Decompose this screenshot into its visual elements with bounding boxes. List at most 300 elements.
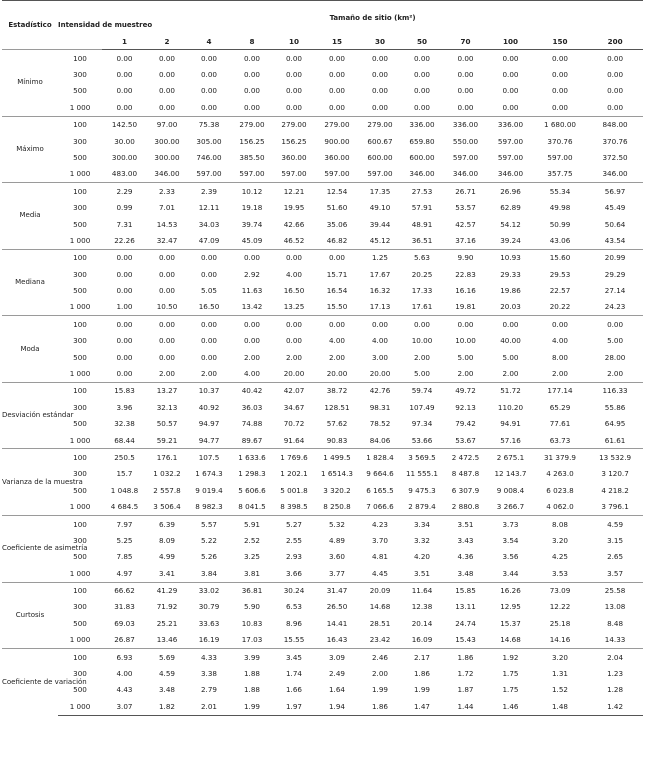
value-cell: 4.45 (371, 568, 388, 578)
value-cell: 1.99 (371, 685, 388, 695)
value-cell: 4 218.2 (601, 485, 629, 495)
value-cell: 42.07 (273, 382, 315, 399)
value-cell: 0.00 (102, 50, 147, 67)
value-cell: 0.00 (285, 336, 302, 346)
value-cell: 68.44 (114, 435, 135, 445)
value-cell: 10.37 (187, 382, 231, 399)
value-cell: 30.00 (114, 136, 135, 146)
value-cell: 34.67 (283, 402, 305, 412)
statistic-name: Moda (2, 316, 58, 383)
intensity-cell: 300 (73, 469, 87, 479)
value-cell: 0.00 (116, 86, 133, 96)
value-cell: 1 680.00 (533, 116, 587, 133)
value-cell: 0.00 (285, 102, 302, 112)
value-cell: 3.81 (243, 568, 260, 578)
value-cell: 0.00 (116, 269, 133, 279)
value-cell: 3.51 (413, 568, 430, 578)
value-cell: 15.83 (102, 382, 147, 399)
value-cell: 0.00 (371, 102, 388, 112)
value-cell: 48.91 (411, 219, 433, 229)
value-cell: 0.00 (158, 269, 175, 279)
site-size-col-header: 1 (102, 35, 147, 50)
value-cell: 8 982.3 (195, 502, 223, 512)
value-cell: 3.66 (285, 568, 302, 578)
intensity-cell: 100 (58, 116, 102, 133)
value-cell: 66.62 (102, 582, 147, 599)
value-cell: 7.01 (158, 203, 175, 213)
value-cell: 56.97 (587, 183, 643, 200)
header-row-top (2, 1, 643, 36)
value-cell: 2 557.8 (153, 485, 181, 495)
value-cell: 1.48 (533, 698, 587, 715)
value-cell: 8.00 (551, 352, 568, 362)
value-cell: 0.00 (607, 86, 624, 96)
table-row (2, 649, 643, 666)
value-cell: 27.53 (401, 183, 443, 200)
table-row (2, 515, 643, 532)
value-cell: 1.97 (273, 698, 315, 715)
value-cell: 15.55 (283, 635, 305, 645)
site-size-col-header: 2 (147, 35, 187, 50)
intensity-cell: 1 000 (69, 102, 91, 112)
intensity-cell: 500 (73, 618, 87, 628)
intensity-cell: 500 (73, 685, 87, 695)
value-cell: 0.00 (328, 69, 345, 79)
value-cell: 2 472.5 (443, 449, 488, 466)
intensity-cell: 100 (58, 449, 102, 466)
value-cell: 39.44 (369, 219, 391, 229)
site-size-col-header: 15 (315, 35, 359, 50)
value-cell: 0.99 (116, 203, 133, 213)
value-cell: 3.99 (231, 649, 273, 666)
value-cell: 600.00 (367, 152, 393, 162)
value-cell: 39.24 (500, 235, 521, 245)
value-cell: 12.38 (411, 602, 433, 612)
value-cell: 2.00 (551, 369, 568, 379)
value-cell: 0.00 (443, 50, 488, 67)
value-cell: 0.00 (200, 352, 217, 362)
value-cell: 32.38 (114, 419, 135, 429)
table-row (2, 249, 643, 266)
value-cell: 0.00 (102, 249, 147, 266)
value-cell: 0.00 (533, 50, 587, 67)
intensity-cell: 500 (73, 86, 87, 96)
value-cell: 31.47 (315, 582, 359, 599)
value-cell: 597.00 (196, 169, 222, 179)
value-cell: 1 298.3 (238, 469, 266, 479)
value-cell: 2.52 (243, 535, 260, 545)
value-cell: 142.50 (102, 116, 147, 133)
site-size-col-header: 100 (488, 35, 533, 50)
table-row (2, 632, 643, 649)
value-cell: 29.53 (549, 269, 571, 279)
value-cell: 27.14 (604, 286, 626, 296)
value-cell: 8 250.8 (323, 502, 351, 512)
value-cell: 372.50 (602, 152, 628, 162)
value-cell: 3.48 (158, 685, 175, 695)
value-cell: 0.00 (315, 50, 359, 67)
value-cell: 57.62 (326, 419, 348, 429)
value-cell: 15.43 (455, 635, 476, 645)
value-cell: 0.00 (413, 86, 430, 96)
value-cell: 31 379.9 (533, 449, 587, 466)
statistic-name: Desviación estándar (2, 382, 58, 449)
value-cell: 26.71 (443, 183, 488, 200)
value-cell: 2.04 (587, 649, 643, 666)
table-body (2, 50, 643, 716)
value-cell: 4.00 (116, 669, 133, 679)
statistic-name: Media (2, 183, 58, 250)
value-cell: 46.82 (326, 235, 348, 245)
value-cell: 848.00 (587, 116, 643, 133)
value-cell: 107.5 (187, 449, 231, 466)
table-row (2, 149, 643, 165)
intensity-cell: 300 (73, 669, 87, 679)
value-cell: 4.36 (457, 552, 474, 562)
site-size-col-header: 50 (401, 35, 443, 50)
value-cell: 3 320.2 (323, 485, 351, 495)
value-cell: 2.00 (328, 352, 345, 362)
value-cell: 12.54 (315, 183, 359, 200)
value-cell: 4.43 (116, 685, 133, 695)
value-cell: 300.00 (154, 136, 180, 146)
value-cell: 1.75 (502, 669, 519, 679)
value-cell: 0.00 (371, 69, 388, 79)
value-cell: 6.93 (102, 649, 147, 666)
value-cell: 36.81 (231, 582, 273, 599)
value-cell: 0.00 (413, 69, 430, 79)
value-cell: 12.95 (500, 602, 521, 612)
value-cell: 46.52 (283, 235, 305, 245)
value-cell: 3.73 (488, 515, 533, 532)
value-cell: 41.29 (147, 582, 187, 599)
value-cell: 2.00 (371, 669, 388, 679)
value-cell: 360.00 (281, 152, 307, 162)
intensity-cell: 100 (58, 382, 102, 399)
value-cell: 70.72 (283, 419, 305, 429)
value-cell: 43.06 (549, 235, 571, 245)
table-row (2, 399, 643, 415)
value-cell: 16.43 (326, 635, 348, 645)
value-cell: 2.00 (502, 369, 519, 379)
value-cell: 3.84 (200, 568, 217, 578)
table-row (2, 615, 643, 631)
statistic-name: Máximo (2, 116, 58, 183)
value-cell: 3.32 (413, 535, 430, 545)
value-cell: 16.54 (326, 286, 348, 296)
value-cell: 71.92 (156, 602, 178, 612)
table-row (2, 216, 643, 232)
value-cell: 597.00 (239, 169, 265, 179)
table-row (2, 200, 643, 216)
value-cell: 0.00 (200, 269, 217, 279)
value-cell: 0.00 (607, 102, 624, 112)
value-cell: 0.00 (587, 50, 643, 67)
intensity-cell: 300 (73, 269, 87, 279)
value-cell: 54.12 (500, 219, 521, 229)
value-cell: 279.00 (231, 116, 273, 133)
value-cell: 65.29 (549, 402, 571, 412)
value-cell: 0.00 (102, 316, 147, 333)
table-row (2, 549, 643, 565)
value-cell: 2.39 (187, 183, 231, 200)
intensity-cell: 500 (73, 219, 87, 229)
site-size-col-header: 200 (587, 35, 643, 50)
value-cell: 300.00 (154, 152, 180, 162)
value-cell: 5.00 (457, 352, 474, 362)
value-cell: 346.00 (497, 169, 524, 179)
value-cell: 2.00 (200, 369, 217, 379)
value-cell: 0.00 (116, 352, 133, 362)
value-cell: 385.50 (239, 152, 265, 162)
value-cell: 1.64 (328, 685, 345, 695)
value-cell: 0.00 (200, 102, 217, 112)
value-cell: 3.77 (328, 568, 345, 578)
value-cell: 0.00 (187, 249, 231, 266)
value-cell: 0.00 (457, 102, 474, 112)
value-cell: 2.00 (457, 369, 474, 379)
value-cell: 2.92 (243, 269, 260, 279)
value-cell: 1 032.2 (153, 469, 181, 479)
intensity-cell: 300 (73, 535, 87, 545)
value-cell: 3 120.7 (601, 469, 629, 479)
value-cell: 597.00 (497, 136, 524, 146)
value-cell: 1.42 (587, 698, 643, 715)
table-row (2, 416, 643, 432)
value-cell: 0.00 (147, 50, 187, 67)
value-cell: 6 023.8 (546, 485, 574, 495)
value-cell: 19.81 (455, 302, 476, 312)
value-cell: 94.77 (198, 435, 220, 445)
value-cell: 4.00 (285, 269, 302, 279)
value-cell: 483.00 (111, 169, 138, 179)
value-cell: 4.99 (158, 552, 175, 562)
value-cell: 40.00 (500, 336, 521, 346)
value-cell: 22.26 (114, 235, 135, 245)
value-cell: 51.72 (488, 382, 533, 399)
value-cell: 1.86 (413, 669, 430, 679)
value-cell: 3.43 (457, 535, 474, 545)
value-cell: 0.00 (116, 369, 133, 379)
value-cell: 2.00 (607, 369, 624, 379)
intensity-cell: 300 (73, 402, 87, 412)
table-row (2, 482, 643, 498)
value-cell: 0.00 (502, 86, 519, 96)
value-cell: 3.38 (200, 669, 217, 679)
value-cell: 1 202.1 (280, 469, 308, 479)
value-cell: 26.96 (488, 183, 533, 200)
table-row (2, 565, 643, 582)
table-row (2, 532, 643, 548)
value-cell: 4.89 (328, 535, 345, 545)
table-row (2, 682, 643, 698)
value-cell: 0.00 (607, 69, 624, 79)
value-cell: 26.87 (114, 635, 135, 645)
value-cell: 9 019.4 (195, 485, 223, 495)
value-cell: 0.00 (158, 286, 175, 296)
site-size-col-header: 4 (187, 35, 231, 50)
value-cell: 0.00 (315, 249, 359, 266)
value-cell: 0.00 (116, 286, 133, 296)
value-cell: 1.72 (457, 669, 474, 679)
value-cell: 1 633.6 (231, 449, 273, 466)
value-cell: 3.20 (551, 535, 568, 545)
intensity-cell: 500 (73, 286, 87, 296)
value-cell: 0.00 (231, 316, 273, 333)
value-cell: 53.66 (411, 435, 433, 445)
value-cell: 3 506.4 (153, 502, 181, 512)
value-cell: 30.79 (198, 602, 220, 612)
value-cell: 17.67 (369, 269, 391, 279)
intensity-cell: 1 000 (69, 502, 91, 512)
table-row (2, 66, 643, 82)
value-cell: 20.00 (283, 369, 305, 379)
value-cell: 0.00 (551, 102, 568, 112)
value-cell: 0.00 (359, 50, 401, 67)
value-cell: 4.59 (158, 669, 175, 679)
value-cell: 49.10 (369, 203, 391, 213)
value-cell: 357.75 (547, 169, 573, 179)
statistic-name: Mínimo (2, 50, 58, 117)
value-cell: 279.00 (315, 116, 359, 133)
value-cell: 0.00 (147, 316, 187, 333)
value-cell: 1 769.6 (273, 449, 315, 466)
value-cell: 16.50 (198, 302, 220, 312)
value-cell: 10.00 (455, 336, 476, 346)
value-cell: 0.00 (200, 336, 217, 346)
value-cell: 37.16 (455, 235, 476, 245)
value-cell: 0.00 (328, 102, 345, 112)
value-cell: 597.00 (324, 169, 350, 179)
value-cell: 1.66 (285, 685, 302, 695)
value-cell: 0.00 (285, 69, 302, 79)
value-cell: 0.00 (243, 336, 260, 346)
value-cell: 0.00 (158, 336, 175, 346)
value-cell: 16.26 (488, 582, 533, 599)
value-cell: 12 143.7 (494, 469, 527, 479)
value-cell: 0.00 (488, 50, 533, 67)
value-cell: 24.23 (604, 302, 626, 312)
statistic-name: Coeficiente de asimetría (2, 515, 58, 582)
value-cell: 107.49 (409, 402, 435, 412)
intensity-cell: 100 (58, 582, 102, 599)
value-cell: 33.02 (187, 582, 231, 599)
value-cell: 1.99 (413, 685, 430, 695)
value-cell: 55.86 (604, 402, 626, 412)
value-cell: 0.00 (359, 316, 401, 333)
value-cell: 2 880.8 (451, 502, 480, 512)
value-cell: 370.76 (602, 136, 628, 146)
value-cell: 336.00 (443, 116, 488, 133)
value-cell: 15.71 (326, 269, 348, 279)
table-row (2, 299, 643, 316)
statistic-header: Estadístico (2, 1, 58, 50)
value-cell: 2.00 (285, 352, 302, 362)
value-cell: 3 266.7 (496, 502, 525, 512)
intensity-cell: 300 (73, 69, 87, 79)
value-cell: 0.00 (158, 86, 175, 96)
intensity-cell: 300 (73, 602, 87, 612)
value-cell: 89.67 (241, 435, 263, 445)
value-cell: 20.00 (326, 369, 348, 379)
value-cell: 5.57 (187, 515, 231, 532)
value-cell: 10.00 (411, 336, 433, 346)
value-cell: 4.20 (413, 552, 430, 562)
value-cell: 16.32 (369, 286, 391, 296)
value-cell: 0.00 (502, 69, 519, 79)
value-cell: 50.99 (549, 219, 571, 229)
value-cell: 20.03 (500, 302, 521, 312)
value-cell: 346.00 (154, 169, 180, 179)
value-cell: 28.51 (369, 618, 391, 628)
value-cell: 77.61 (549, 419, 571, 429)
value-cell: 39.74 (241, 219, 263, 229)
value-cell: 2.79 (200, 685, 217, 695)
value-cell: 94.97 (198, 419, 220, 429)
value-cell: 0.00 (457, 69, 474, 79)
value-cell: 20.25 (411, 269, 433, 279)
value-cell: 279.00 (359, 116, 401, 133)
value-cell: 14.68 (500, 635, 521, 645)
value-cell: 3.96 (116, 402, 133, 412)
value-cell: 2.17 (401, 649, 443, 666)
value-cell: 35.06 (326, 219, 348, 229)
value-cell: 3.15 (607, 535, 624, 545)
value-cell: 597.00 (497, 152, 524, 162)
table-row (2, 232, 643, 249)
value-cell: 11.63 (241, 286, 263, 296)
value-cell: 17.03 (241, 635, 263, 645)
value-cell: 4 062.0 (546, 502, 574, 512)
value-cell: 1.87 (457, 685, 474, 695)
value-cell: 1.31 (551, 669, 568, 679)
value-cell: 8.96 (285, 618, 302, 628)
site-size-header: Tamaño de sitio (km²) (102, 1, 643, 36)
value-cell: 0.00 (116, 102, 133, 112)
value-cell: 2.93 (285, 552, 302, 562)
value-cell: 94.91 (500, 419, 521, 429)
intensity-cell: 100 (58, 515, 102, 532)
value-cell: 8 041.5 (238, 502, 266, 512)
value-cell: 370.76 (547, 136, 573, 146)
value-cell: 11 555.1 (405, 469, 438, 479)
value-cell: 45.12 (369, 235, 391, 245)
value-cell: 0.00 (231, 249, 273, 266)
value-cell: 2.55 (285, 535, 302, 545)
value-cell: 346.00 (409, 169, 435, 179)
table-row (2, 50, 643, 67)
value-cell: 4.00 (328, 336, 345, 346)
value-cell: 1.99 (231, 698, 273, 715)
site-size-col-header: 70 (443, 35, 488, 50)
table-row (2, 116, 643, 133)
value-cell: 74.88 (241, 419, 263, 429)
value-cell: 10.83 (241, 618, 263, 628)
value-cell: 5.22 (200, 535, 217, 545)
value-cell: 0.00 (273, 249, 315, 266)
value-cell: 42.66 (283, 219, 305, 229)
intensity-cell: 500 (73, 552, 87, 562)
value-cell: 4.00 (551, 336, 568, 346)
value-cell: 4.25 (551, 552, 568, 562)
value-cell: 2.46 (359, 649, 401, 666)
value-cell: 0.00 (502, 102, 519, 112)
value-cell: 0.00 (243, 69, 260, 79)
value-cell: 17.61 (411, 302, 433, 312)
value-cell: 13.42 (241, 302, 263, 312)
table-row (2, 432, 643, 449)
value-cell: 7.31 (116, 219, 133, 229)
